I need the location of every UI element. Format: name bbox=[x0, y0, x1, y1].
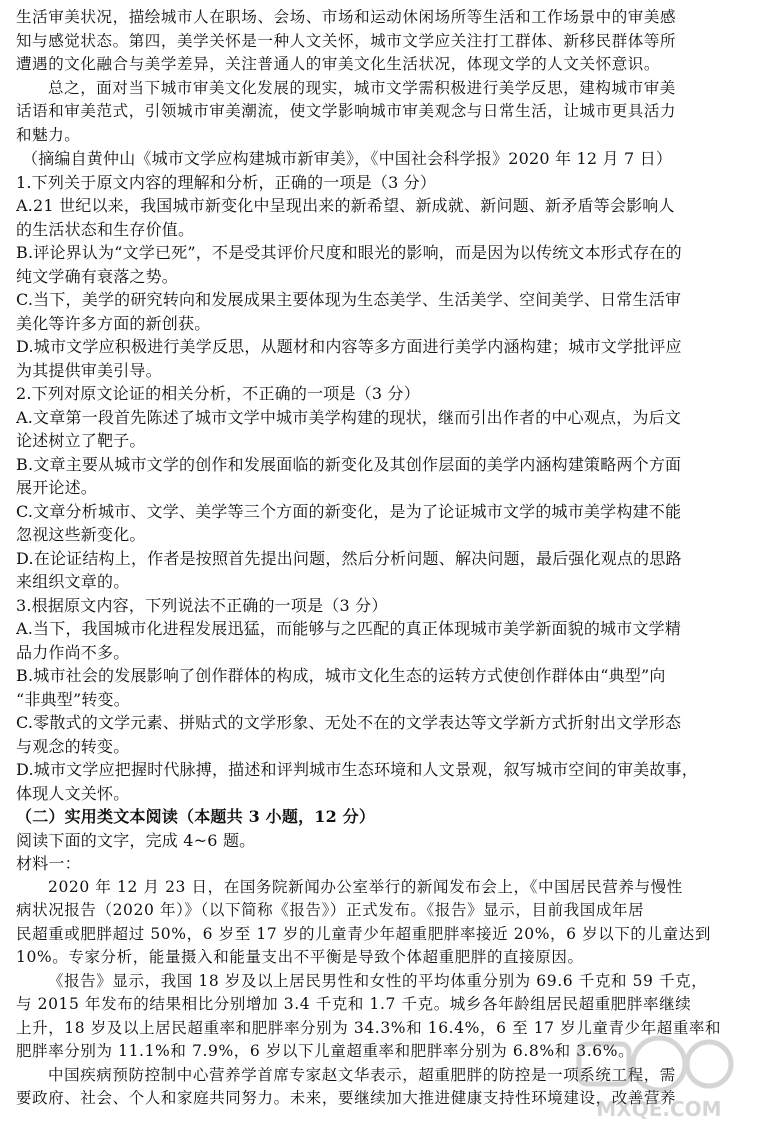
exam-page bbox=[16, 6, 754, 1111]
question-stem: 2.下列对原文论证的相关分析，不正确的一项是（3 分） bbox=[16, 384, 420, 403]
question-stem: 1.下列关于原文内容的理解和分析，正确的一项是（3 分） bbox=[16, 172, 437, 192]
option-line: 美化等许多方面的新创获。 bbox=[16, 313, 211, 333]
passage-line: 总之，面对当下城市审美文化发展的现实，城市文学需积极进行美学反思，建构城市审美 bbox=[48, 78, 676, 97]
option-line: 展开论述。 bbox=[16, 478, 98, 497]
option-line: B.城市社会的发展影响了创作群体的构成，城市文化生态的运转方式使创作群体由“典型”向 bbox=[16, 666, 666, 685]
option-line: D.城市文学应把握时代脉搏，描述和评判城市生态环境和人文景观，叙写城市空间的审美故事， bbox=[16, 760, 698, 779]
option-line: A.21 世纪以来，我国城市新变化中呈现出来的新希望、新成就、新问题、新矛盾等会影响人 bbox=[16, 196, 675, 215]
material-line: 要政府、社会、个人和家庭共同努力。未来，要继续加大推进健康支持性环境建设，改善营养 bbox=[16, 1089, 677, 1107]
material-line: 民超重或肥胖超过 50%，6 岁至 17 岁的儿童青少年超重肥胖率接近 20%，6 岁以下的儿童达到 bbox=[16, 924, 711, 943]
option-line: D.在论证结构上，作者是按照首先提出问题，然后分析问题、解决问题，最后强化观点的思路 bbox=[16, 548, 682, 568]
passage-line: 话语和审美范式，引领城市审美潮流，使文学影响城市审美观念与日常生活，让城市更具活力 bbox=[16, 102, 677, 120]
material-line: 与 2015 年发布的结果相比分别增加 3.4 千克和 1.7 千克。城乡各年龄组居民超重肥胖率继续 bbox=[16, 995, 692, 1013]
option-line: C.当下，美学的研究转向和发展成果主要体现为生态美学、生活美学、空间美学、日常生活审 bbox=[16, 290, 682, 309]
option-line: C.零散式的文学元素、拼贴式的文学形象、无处不在的文学表达等文学新方式折射出文学形态 bbox=[16, 713, 682, 732]
passage-line: 遭遇的文化融合与美学差异，关注普通人的审美文化生活状况，体现文学的人文关怀意识。 bbox=[16, 55, 661, 73]
option-line: B.评论界认为“文学已死”，不是受其评价尺度和眼光的影响，而是因为以传统文本形式存在的 bbox=[16, 243, 682, 262]
option-line: B.文章主要从城市文学的创作和发展面临的新变化及其创作层面的美学内涵构建策略两个方面 bbox=[16, 454, 682, 474]
material-line: 10%。专家分析，能量摄入和能量支出不平衡是导致个体超重肥胖的直接原因。 bbox=[16, 948, 584, 966]
option-line: “非典型”转变。 bbox=[16, 689, 130, 709]
passage-line: 生活审美状况，描绘城市人在职场、会场、市场和运动休闲场所等生活和工作场景中的审美感 bbox=[16, 8, 677, 26]
material-label: 材料一： bbox=[16, 854, 81, 873]
option-line: 与观念的转变。 bbox=[16, 736, 130, 756]
option-line: A.当下，我国城市化进程发展迅猛，而能够与之匹配的真正体现城市美学新面貌的城市文学精 bbox=[16, 619, 682, 638]
material-line: 肥胖率分别为 11.1%和 7.9%，6 岁以下儿童超重率和肥胖率分别为 6.8%和 3.6%。 bbox=[16, 1042, 635, 1060]
option-line: A.文章第一段首先陈述了城市文学中城市美学构建的现状，继而引出作者的中心观点，为后文 bbox=[16, 407, 682, 427]
option-line: 论述树立了靶子。 bbox=[16, 431, 146, 450]
svg-text:MXQE.COM: MXQE.COM bbox=[596, 1097, 722, 1121]
option-line: D.城市文学应积极进行美学反思，从题材和内容等多方面进行美学内涵构建；城市文学批评应 bbox=[16, 337, 682, 356]
option-line: 体现人文关怀。 bbox=[16, 783, 130, 803]
instruction: 阅读下面的文字，完成 4~6 题。 bbox=[16, 830, 256, 850]
option-line: 纯文学确有衰落之势。 bbox=[16, 266, 179, 286]
option-line: 忽视这些新变化。 bbox=[16, 525, 146, 544]
option-line: 的生活状态和生存价值。 bbox=[16, 219, 195, 239]
passage-line: 和魅力。 bbox=[16, 125, 81, 144]
material-line: 《报告》显示，我国 18 岁及以上居民男性和女性的平均体重分别为 69.6 千克和 59 千克， bbox=[48, 971, 708, 990]
option-line: 来组织文章的。 bbox=[16, 572, 130, 591]
material-line: 病状况报告（2020 年）》（以下简称《报告》）正式发布。《报告》显示，目前我国成年居 bbox=[16, 901, 645, 919]
option-line: 品力作尚不多。 bbox=[16, 642, 130, 662]
section-heading: （二）实用类文本阅读（本题共 3 小题，12 分） bbox=[16, 807, 376, 826]
option-line: C.文章分析城市、文学、美学等三个方面的新变化，是为了论证城市文学的城市美学构建不能 bbox=[16, 501, 682, 521]
option-line: 为其提供审美引导。 bbox=[16, 360, 162, 380]
material-line: 中国疾病预防控制中心营养学首席专家赵文华表示，超重肥胖的防控是一项系统工程，需 bbox=[48, 1065, 676, 1084]
material-line: 上升，18 岁及以上居民超重率和肥胖率分别为 34.3%和 16.4%，6 至 17 岁儿童青少年超重率和 bbox=[16, 1018, 722, 1037]
material-line: 2020 年 12 月 23 日，在国务院新闻办公室举行的新闻发布会上，《中国居民营养与慢性 bbox=[48, 877, 683, 896]
passage-line: 知与感觉状态。第四，美学关怀是一种人文关怀，城市文学应关注打工群体、新移民群体等所 bbox=[16, 31, 677, 50]
question-stem: 3.根据原文内容，下列说法不正确的一项是（3 分） bbox=[16, 595, 388, 615]
source-citation: （摘编自黄仲山《城市文学应构建城市新审美》，《中国社会科学报》2020 年 12 月 7 日） bbox=[22, 149, 673, 168]
